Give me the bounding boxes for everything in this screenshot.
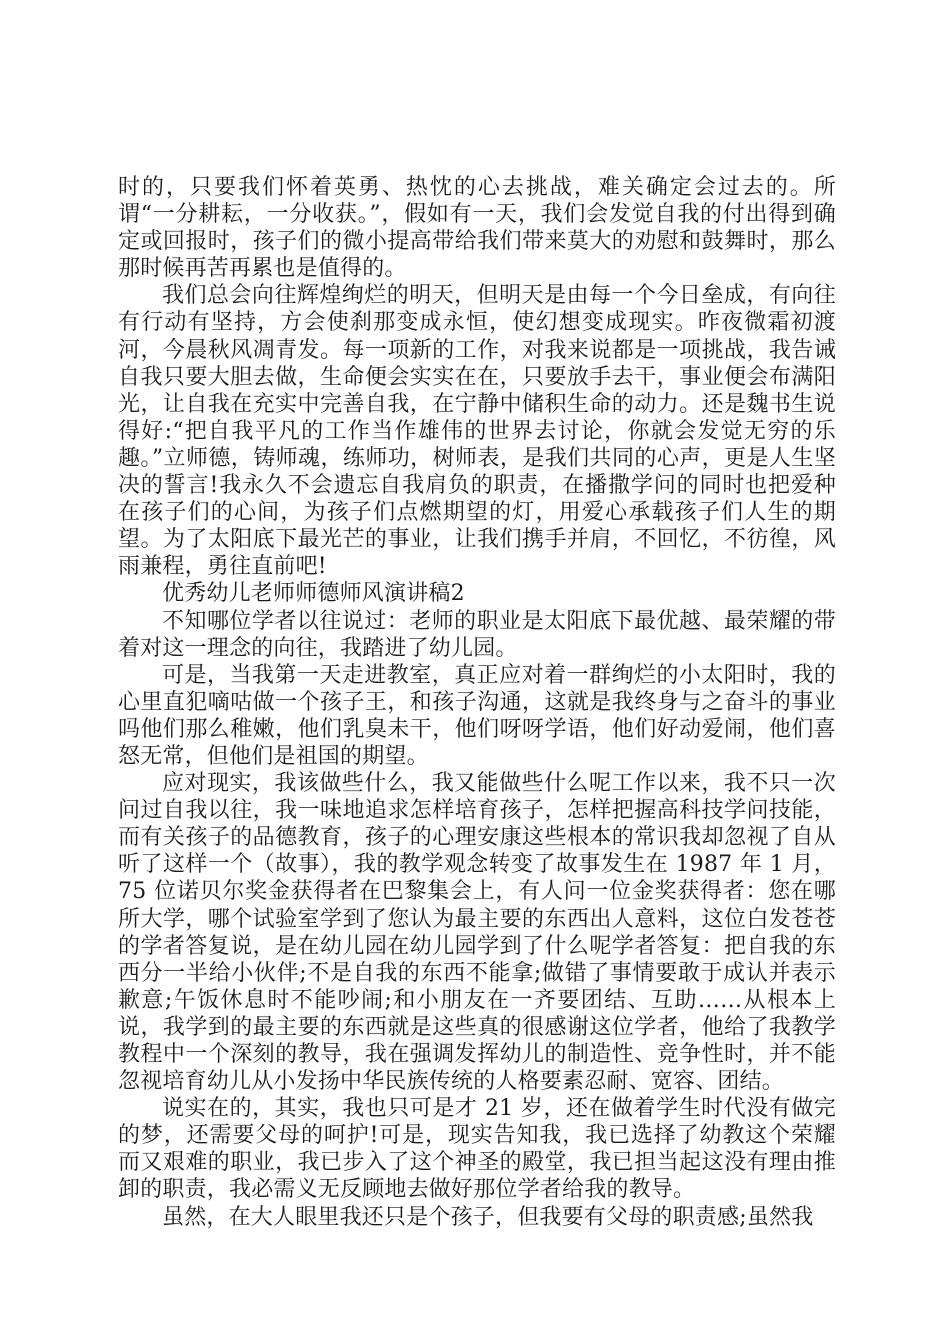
paragraph-5: 应对现实，我该做些什么，我又能做些什么呢工作以来，我不只一次问过自我以往，我一味地追求怎样培育孩子，怎样把握高科技学问技能，而有关孩子的品德教育，孩子的心理安康这些根本的常识我却忽视了自从听了这样一个（故事），我的教学观念转变了故事发生在 1987 年 1 月，75 位诺贝尔奖金获得者在巴黎集会上，有人问一位金奖获得者：您在哪所大学，哪个试验室学到了您认为最主要的东西出人意料，这位白发苍苍的学者答复说，是在幼儿园在幼儿园学到了什么呢学者答复：把自我的东西分一半给小伙伴;不是自我的东西不能拿;做错了事情要敢于成认并表示歉意;午饭休息时不能吵闹;和小朋友在一齐要团结、互助……从根本上说，我学到的最主要的东西就是这些真的很感谢这位学者，他给了我教学教程中一个深刻的教导，我在强调发挥幼儿的制造性、竞争性时，并不能忽视培育幼儿从小发扬中华民族传统的人格要素忍耐、宽容、团结。 [118,771,836,1095]
document-body [118,174,836,1231]
paragraph-2: 我们总会向往辉煌绚烂的明天，但明天是由每一个今日垒成，有向往有行动有坚持，方会使刹那变成永恒，使幻想变成现实。昨夜微霜初渡河，今晨秋风凋青发。每一项新的工作，对我来说都是一项挑战，我告诫自我只要大胆去做，生命便会实实在在，只要放手去干，事业便会布满阳光，让自我在充实中完善自我，在宁静中储积生命的动力。还是魏书生说得好:“把自我平凡的工作当作雄伟的世界去讨论，你就会发觉无穷的乐趣。”立师德，铸师魂，练师功，树师表，是我们共同的心声，更是人生坚决的誓言!我永久不会遗忘自我肩负的职责，在播撒学问的同时也把爱种在孩子们的心间，为孩子们点燃期望的灯，用爱心承载孩子们人生的期望。为了太阳底下最光芒的事业，让我们携手并肩，不回忆，不彷徨，风雨兼程，勇往直前吧! [118,283,836,580]
paragraph-1: 时的，只要我们怀着英勇、热忱的心去挑战，难关确定会过去的。所谓“一分耕耘，一分收获。”，假如有一天，我们会发觉自我的付出得到确定或回报时，孩子们的微小提高带给我们带来莫大的劝慰和鼓舞时，那么那时候再苦再累也是值得的。 [118,175,836,282]
paragraph-7: 虽然，在大人眼里我还只是个孩子，但我要有父母的职责感;虽然我 [162,1204,814,1230]
paragraph-4: 可是，当我第一天走进教室，真正应对着一群绚烂的小太阳时，我的心里直犯嘀咕做一个孩子王，和孩子沟通，这就是我终身与之奋斗的事业吗他们那么稚嫩，他们乳臭未干，他们呀呀学语，他们好动爱闹，他们喜怒无常，但他们是祖国的期望。 [118,662,836,769]
paragraph-3: 不知哪位学者以往说过：老师的职业是太阳底下最优越、最荣耀的带着对这一理念的向往，我踏进了幼儿园。 [118,608,836,661]
paragraph-6: 说实在的，其实，我也只可是才 21 岁，还在做着学生时代没有做完的梦，还需要父母的呵护!可是，现实告知我，我已选择了幼教这个荣耀而又艰难的职业，我已步入了这个神圣的殿堂，我已担当起这没有理由推卸的职责，我必需义无反顾地去做好那位学者给我的教导。 [118,1096,836,1203]
section-heading: 优秀幼儿老师师德师风演讲稿2 [162,581,465,607]
